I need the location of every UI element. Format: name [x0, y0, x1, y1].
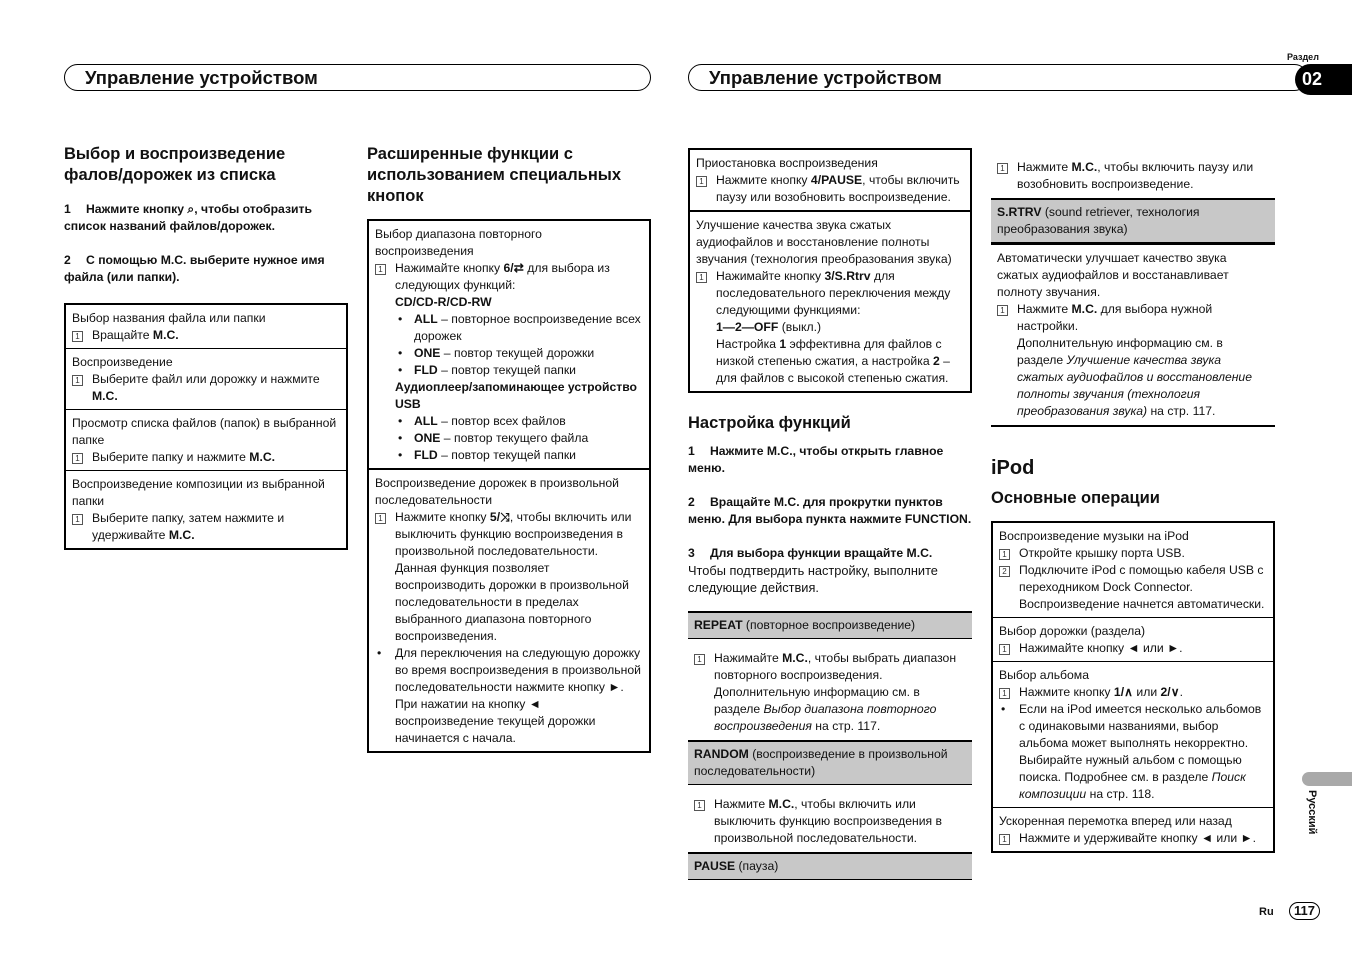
text-run: ONE [414, 346, 441, 360]
table-cell [690, 150, 970, 210]
text-run: Поиск композиции [1019, 770, 1246, 801]
bullet-icon: • [1001, 702, 1006, 716]
text-run: Выбор дорожки (раздела) [999, 624, 1146, 638]
text-run: ONE [414, 431, 441, 445]
step-number-box: 1 [72, 514, 83, 525]
page-title-left: Управление устройством [85, 67, 318, 88]
step-number-box: 1 [72, 375, 83, 386]
text-run: С помощью M.C. выберите нужное имя файла (или папки). [64, 253, 325, 284]
instruction-table [367, 219, 651, 753]
step-number-box: 1 [997, 305, 1008, 316]
paragraph [72, 354, 340, 371]
numbered-step [688, 443, 972, 477]
text-run: REPEAT [694, 618, 743, 632]
text-run: RANDOM [694, 747, 749, 761]
table-cell [66, 305, 346, 348]
text-run: эффективна для файлов с низкой степенью сжатия, а настройка [716, 337, 942, 368]
instruction-table [991, 521, 1275, 853]
text-run: – повтор текущего файла [440, 431, 589, 445]
text-run: . [620, 680, 624, 694]
text-run: , чтобы включить или выключить функцию воспроизведения в произвольной последовательности. [395, 510, 632, 558]
next-icon: ► [608, 680, 621, 694]
text-run: воспроизведение текущей дорожки начинается с начала. [395, 714, 596, 745]
text-run: 2 [933, 354, 940, 368]
step-note: Чтобы подтвердить настройку, выполните следующие действия. [688, 563, 938, 595]
table-cell [369, 468, 649, 751]
table-cell [369, 221, 649, 468]
step-item [999, 562, 1267, 596]
text-run: Нажмите [1017, 160, 1072, 174]
text-run: M.C. [249, 450, 276, 464]
text-run: S.RTRV [997, 205, 1042, 219]
text-run: Воспроизведение дорожек в произвольной последовательности [375, 476, 619, 507]
text-run: Нажмите кнопку [1019, 685, 1114, 699]
text-run: Воспроизведение начнется автоматически. [1019, 597, 1265, 611]
step-number-box: 1 [696, 272, 707, 283]
continuation-text [375, 696, 643, 747]
text-run: , чтобы отобразить список названий файлов/дорожек. [64, 202, 312, 233]
continuation-text [999, 596, 1267, 613]
bullet-item [999, 701, 1267, 803]
bullet-item [375, 311, 643, 345]
continuation-text [696, 319, 964, 336]
table-cell [690, 210, 970, 391]
step-item [72, 449, 340, 466]
step-item [999, 640, 1267, 657]
step-number-box: 1 [999, 644, 1010, 655]
language-tab [1302, 772, 1352, 786]
text-run: Если на iPod имеется несколько альбомов с одинаковыми названиями, выбор альбома может выполнять некорректно. Выбирайте нужный альбом с помощью поиска. Подробнее см. в разделе [1019, 702, 1262, 784]
text-run: , чтобы выбрать диапазон повторного воспроизведения. [714, 651, 957, 682]
text-run: – повтор текущей папки [437, 363, 576, 377]
text-run: PAUSE [694, 859, 736, 873]
column-4 [991, 152, 1275, 853]
text-run: или [1139, 641, 1168, 655]
text-run: Нажмите и удерживайте кнопку [1019, 831, 1201, 845]
text-run: ALL [414, 312, 438, 326]
text-run: Подключите iPod с помощью кабеля USB с переходником Dock Connector. [1019, 563, 1264, 594]
text-run: Просмотр списка файлов (папок) в выбранной папке [72, 416, 337, 447]
text-run: Выберите папку и нажмите [92, 450, 250, 464]
step-item [997, 301, 1269, 335]
text-run: Выбор названия файла или папки [72, 311, 266, 325]
text-run: FLD [414, 448, 438, 462]
text-run: Выбор диапазона повторного воспроизведения [375, 227, 542, 258]
step-number-box: 1 [694, 654, 705, 665]
step-number-box: 1 [72, 453, 83, 464]
text-run: . [1252, 831, 1257, 845]
text-run: Автоматически улучшает качество звука сжатых аудиофайлов и восстанавливает полноту звучания. [997, 251, 1229, 299]
text-run: M.C. [768, 797, 795, 811]
bullet-icon: • [398, 312, 403, 326]
continuation-text [997, 335, 1269, 420]
step-number-box: 1 [999, 834, 1010, 845]
paragraph [997, 250, 1269, 301]
step-item [999, 684, 1267, 701]
bullet-item [375, 447, 643, 464]
continuation-text [375, 560, 643, 645]
step-number: 2 [688, 495, 695, 509]
section-heading: Расширенные функции с использованием специальных кнопок [367, 145, 622, 205]
bullet-item [375, 362, 643, 379]
section-heading: Настройка функций [688, 414, 851, 432]
text-run: Нажмите кнопку [86, 202, 188, 216]
text-run: , чтобы включить паузу или возобновить воспроизведение. [1017, 160, 1254, 191]
text-run: или [1213, 831, 1241, 845]
header-left [64, 64, 651, 91]
subheading: Основные операции [991, 489, 1160, 507]
repeat-icon: ⇄ [513, 261, 524, 275]
text-run: M.C. [1071, 302, 1098, 316]
step-number-box: 1 [999, 688, 1010, 699]
text-run: Улучшение качества звука сжатых аудиофайлов и восстановление полноты звучания (технология преобразования звука) [1017, 353, 1252, 418]
table-cell [993, 617, 1273, 661]
text-run: 4/PAUSE [810, 173, 863, 187]
random-icon: ⤨ [500, 510, 510, 524]
language-label: Русский [1306, 790, 1318, 835]
step-item [375, 260, 643, 294]
text-run: (пауза) [735, 859, 779, 873]
text-run: 1/ [1113, 685, 1125, 699]
continuation-text [375, 379, 643, 413]
step-number-box: 2 [999, 566, 1010, 577]
text-run: 6/ [503, 261, 514, 275]
text-run: Воспроизведение [72, 355, 173, 369]
up-icon: ∧ [1124, 685, 1134, 699]
table-cell [993, 523, 1273, 617]
text-run: Для переключения на следующую дорожку во время воспроизведения в произвольной последовательности нажмите кнопку [395, 646, 641, 694]
paragraph [375, 475, 643, 509]
text-run: – повтор текущей папки [437, 448, 576, 462]
step-item [72, 371, 340, 405]
text-run: на стр. 118. [1086, 787, 1155, 801]
step-number-box: 1 [375, 264, 386, 275]
numbered-step [64, 201, 348, 235]
text-run: Для выбора функции вращайте M.C. [710, 546, 933, 560]
paragraph [72, 310, 340, 327]
text-run: Воспроизведение музыки на iPod [999, 529, 1189, 543]
table-cell [66, 470, 346, 548]
bullet-item [375, 413, 643, 430]
step-number: 3 [688, 546, 695, 560]
bullet-item [375, 430, 643, 447]
text-run: (выкл.) [778, 320, 822, 334]
column-1 [64, 144, 348, 550]
text-run: (sound retriever, технология преобразования звука) [997, 205, 1200, 236]
text-run: для выбора нужной настройки. [1017, 302, 1213, 333]
text-run: M.C. [782, 651, 808, 665]
text-run: Данная функция позволяет воспроизводить дорожки в произвольной последовательности в пределах выбранного диапазона повторного воспроизведения. [395, 561, 629, 643]
numbered-step [688, 545, 972, 562]
text-run: Выбор альбома [999, 668, 1089, 682]
text-run: Настройка [716, 337, 780, 351]
text-run: 5/ [489, 510, 501, 524]
numbered-step [64, 252, 348, 286]
text-run: Нажимайте кнопку [716, 269, 825, 283]
text-run: на стр. 117. [1147, 404, 1216, 418]
bullet-icon: • [398, 431, 403, 445]
paragraph [999, 623, 1267, 640]
function-body [991, 243, 1275, 427]
text-run: Нажимайте [714, 651, 783, 665]
text-run: ALL [414, 414, 438, 428]
text-run: Нажмите [1017, 302, 1072, 316]
text-run: для последовательного переключения между следующими функциями: [716, 269, 951, 317]
paragraph [999, 528, 1267, 545]
step-item [694, 650, 966, 684]
prev-icon: ◄ [1200, 831, 1214, 845]
paragraph [999, 813, 1267, 830]
text-run: Выберите файл или дорожку и нажмите [92, 372, 320, 386]
step-item [999, 545, 1267, 562]
column-2 [367, 144, 651, 753]
header-right [688, 64, 1308, 91]
text-run: Вращайте [92, 328, 153, 342]
text-run: Нажмите кнопку [716, 173, 811, 187]
instruction-table [688, 148, 972, 393]
paragraph [696, 217, 964, 268]
step-item [696, 268, 964, 319]
text-run: При нажатии на кнопку [395, 697, 529, 711]
text-run: Откройте крышку порта USB. [1019, 546, 1185, 560]
text-run: 1 [779, 337, 787, 351]
text-run: 2/ [1160, 685, 1171, 699]
function-bar [688, 852, 972, 880]
function-body [688, 785, 972, 852]
text-run: (воспроизведение в произвольной последовательности) [694, 747, 948, 778]
down-icon: ∨ [1170, 685, 1180, 699]
search-icon: ⌕ [187, 202, 195, 216]
bullet-icon: • [398, 448, 403, 462]
text-run: Нажмите кнопку [395, 510, 490, 524]
continuation-text [696, 336, 964, 387]
text-run: . [1179, 685, 1183, 699]
function-bar [688, 611, 972, 639]
text-run: – для файлов с высокой степенью сжатия. [716, 354, 950, 385]
paragraph [72, 415, 340, 449]
step-item [694, 796, 966, 847]
text-run: FLD [414, 363, 438, 377]
section-number-tab: 02 [1295, 64, 1352, 95]
function-body [991, 152, 1275, 198]
step-number-box: 1 [696, 176, 707, 187]
text-run: , чтобы включить паузу или возобновить воспроизведение. [716, 173, 960, 204]
steps-list [688, 443, 972, 562]
instruction-table [64, 303, 348, 550]
step-item [72, 510, 340, 544]
step-number-box: 1 [375, 513, 386, 524]
text-run: Аудиоплеер/запоминающее устройство USB [395, 380, 638, 411]
language-code: Ru [1259, 906, 1274, 918]
text-run: 3/S.Rtrv [824, 269, 871, 283]
text-run: для выбора из следующих функций: [395, 261, 610, 292]
text-run: Выберите папку, затем нажмите и удерживайте [92, 511, 285, 542]
bullet-icon: • [398, 363, 403, 377]
page-title-right: Управление устройством [709, 67, 942, 88]
step-item [999, 830, 1267, 847]
text-run: M.C. [152, 328, 179, 342]
text-run: Дополнительную информацию см. в разделе [1017, 336, 1223, 367]
text-run: CD/CD-R/CD-RW [395, 295, 492, 309]
column-3 [688, 148, 972, 880]
step-number: 1 [64, 202, 71, 216]
function-bar-srtrv [991, 198, 1275, 243]
text-run: (повторное воспроизведение) [742, 618, 916, 632]
prev-icon: ◄ [1127, 641, 1140, 655]
text-run: . [1179, 641, 1183, 655]
text-run: – повторное воспроизведение всех дорожек [414, 312, 641, 343]
text-run: Нажимайте кнопку [1019, 641, 1128, 655]
text-run: на стр. 117. [811, 719, 881, 733]
next-icon: ► [1167, 641, 1180, 655]
text-run: или [1133, 685, 1161, 699]
text-run: Вращайте M.C. для прокрутки пунктов меню. Для выбора пункта нажмите FUNCTION. [688, 495, 972, 526]
text-run: – повтор текущей дорожки [440, 346, 595, 360]
text-run: Нажимайте кнопку [395, 261, 504, 275]
step-number-box: 1 [997, 163, 1008, 174]
prev-icon: ◄ [528, 697, 541, 711]
text-run: Приостановка воспроизведения [696, 156, 878, 170]
continuation-text [694, 684, 966, 735]
text-run: – повтор всех файлов [437, 414, 566, 428]
step-number-box: 1 [999, 549, 1010, 560]
text-run: Нажмите M.C., чтобы открыть главное меню. [688, 444, 944, 475]
numbered-step [688, 494, 972, 528]
step-number-box: 1 [694, 800, 705, 811]
bullet-icon: • [377, 646, 382, 660]
paragraph [375, 226, 643, 260]
function-bar [688, 740, 972, 785]
bullet-icon: • [398, 414, 403, 428]
table-cell [993, 807, 1273, 851]
step-number: 1 [688, 444, 695, 458]
section-label: Раздел [1287, 52, 1319, 62]
bullet-item [375, 645, 643, 696]
table-cell [993, 661, 1273, 807]
text-run: M.C. [1071, 160, 1098, 174]
section-heading: Выбор и воспроизведение фалов/дорожек из списка [64, 145, 286, 184]
table-cell [66, 409, 346, 470]
function-list [688, 611, 972, 880]
text-run: Нажмите [714, 797, 769, 811]
next-icon: ► [1240, 831, 1253, 845]
step-number-box: 1 [72, 331, 83, 342]
text-run: Воспроизведение композиции из выбранной папки [72, 477, 325, 508]
step-item [696, 172, 964, 206]
text-run: M.C. [92, 389, 118, 403]
continuation-text [375, 294, 643, 311]
page-number: 117 [1289, 902, 1320, 920]
text-run: Дополнительную информацию см. в разделе [714, 685, 920, 716]
step-number: 2 [64, 253, 71, 267]
paragraph [696, 155, 964, 172]
text-run: Ускоренная перемотка вперед или назад [999, 814, 1232, 828]
paragraph [72, 476, 340, 510]
step-item [72, 327, 340, 344]
text-run: Улучшение качества звука сжатых аудиофайлов и восстановление полноты звучания (технология преобразования звука) [696, 218, 952, 266]
step-item [997, 159, 1269, 193]
table-cell [66, 348, 346, 409]
steps-list [64, 201, 348, 286]
bullet-icon: • [398, 346, 403, 360]
bullet-item [375, 345, 643, 362]
paragraph [999, 667, 1267, 684]
text-run: 1—2—OFF [716, 320, 779, 334]
text-run: Выбор диапазона повторного воспроизведения [714, 702, 937, 733]
text-run: , чтобы включить или выключить функцию воспроизведения в произвольной последовательности. [714, 797, 943, 845]
ipod-heading: iPod [991, 457, 1035, 479]
function-body [688, 639, 972, 740]
text-run: M.C. [168, 528, 195, 542]
step-item [375, 509, 643, 560]
